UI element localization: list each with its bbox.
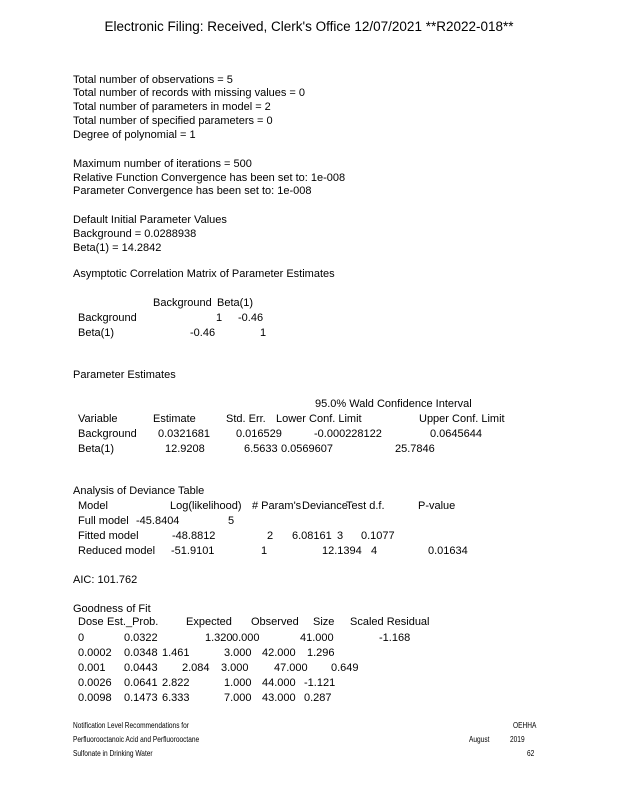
estimate-lower: -0.000228122 [314, 428, 382, 440]
deviance-value: 6.08161 [292, 530, 332, 542]
gof-residual: 1.296 [307, 647, 335, 659]
deviance-loglik: -51.9101 [171, 545, 215, 557]
aic-value: AIC: 101.762 [73, 574, 138, 586]
deviance-model: Reduced model [78, 545, 156, 557]
col-pvalue: P-value [418, 500, 456, 512]
col-size: Size [313, 616, 335, 628]
estimate-upper: 25.7846 [395, 443, 435, 455]
deviance-pvalue: 0.01634 [428, 545, 468, 557]
gof-dose: 0.001 [78, 662, 106, 674]
col-expected: Expected [186, 616, 232, 628]
deviance-params: 2 [267, 530, 274, 542]
correlation-row-label: Beta(1) [78, 327, 115, 339]
parameter-convergence: Parameter Convergence has been set to: 1e-008 [73, 185, 312, 197]
col-scaled-residual: Scaled Residual [350, 616, 430, 628]
col-deviance: Deviance [302, 500, 348, 512]
correlation-cell: 1 [260, 327, 267, 339]
estimates-title: Parameter Estimates [73, 369, 176, 381]
correlation-col-background: Background [153, 297, 212, 309]
gof-size: 44.000 [262, 677, 296, 689]
footer-line-1: Notification Level Recommendations for [73, 721, 189, 730]
correlation-col-beta: Beta(1) [217, 297, 254, 309]
col-model: Model [78, 500, 108, 512]
estimate-value: 0.0321681 [158, 428, 210, 440]
max-iterations: Maximum number of iterations = 500 [73, 158, 252, 170]
gof-expected: 1.461 [162, 647, 190, 659]
deviance-params: 1 [261, 545, 268, 557]
estimate-variable: Background [78, 428, 137, 440]
gof-expected: 6.333 [162, 692, 190, 704]
relative-convergence: Relative Function Convergence has been set to: 1e-008 [73, 172, 346, 184]
gof-observed: 0.000 [232, 632, 260, 644]
gof-prob: 0.0348 [124, 647, 158, 659]
gof-prob: 0.0641 [124, 677, 158, 689]
correlation-cell: -0.46 [238, 312, 264, 324]
gof-observed: 3.000 [224, 647, 252, 659]
gof-size: 42.000 [262, 647, 296, 659]
summary-missing: Total number of records with missing values = 0 [73, 87, 306, 99]
col-stderr: Std. Err. [226, 413, 266, 425]
gof-observed: 3.000 [221, 662, 249, 674]
estimate-value: 12.9208 [165, 443, 205, 455]
deviance-params: 5 [228, 515, 235, 527]
estimate-variable: Beta(1) [78, 443, 115, 455]
summary-observations: Total number of observations = 5 [73, 74, 233, 86]
gof-prob: 0.0443 [124, 662, 158, 674]
gof-expected: 2.084 [182, 662, 210, 674]
col-loglik: Log(likelihood) [170, 500, 242, 512]
filing-header: Electronic Filing: Received, Clerk's Office 12/07/2021 **R2022-018** [104, 19, 514, 34]
initial-beta: Beta(1) = 14.2842 [73, 242, 162, 254]
deviance-test-df: 4 [371, 545, 378, 557]
ci-header: 95.0% Wald Confidence Interval [315, 398, 472, 410]
deviance-model: Full model [78, 515, 129, 527]
deviance-model: Fitted model [78, 530, 139, 542]
deviance-value: 12.1394 [322, 545, 362, 557]
gof-dose: 0.0026 [78, 677, 112, 689]
correlation-title: Asymptotic Correlation Matrix of Parameter Estimates [73, 268, 335, 280]
gof-observed: 1.000 [224, 677, 252, 689]
summary-degree: Degree of polynomial = 1 [73, 129, 196, 141]
gof-dose: 0.0098 [78, 692, 112, 704]
col-test-df: Test d.f. [346, 500, 385, 512]
gof-residual: 0.649 [331, 662, 359, 674]
estimate-stderr: 6.5633 [244, 443, 278, 455]
deviance-title: Analysis of Deviance Table [73, 485, 205, 497]
col-params: # Param's [252, 500, 302, 512]
footer-page-number: 62 [527, 749, 535, 758]
estimate-upper: 0.0645644 [430, 428, 482, 440]
deviance-loglik: -45.8404 [136, 515, 180, 527]
goodness-title: Goodness of Fit [73, 603, 151, 615]
footer-month: August [469, 735, 490, 744]
gof-size: 47.000 [274, 662, 308, 674]
gof-dose: 0 [78, 632, 85, 644]
footer-year: 2019 [510, 735, 525, 744]
summary-specified-params: Total number of specified parameters = 0 [73, 115, 273, 127]
gof-expected: 1.320 [205, 632, 233, 644]
deviance-loglik: -48.8812 [172, 530, 216, 542]
col-estimate: Estimate [153, 413, 196, 425]
estimate-stderr: 0.016529 [236, 428, 282, 440]
col-lower-limit: Lower Conf. Limit [276, 413, 362, 425]
gof-size: 41.000 [300, 632, 334, 644]
gof-residual: 0.287 [304, 692, 332, 704]
footer-line-2: Perfluorooctanoic Acid and Perfluorooctane [73, 735, 200, 744]
col-variable: Variable [78, 413, 118, 425]
initial-values-title: Default Initial Parameter Values [73, 214, 227, 226]
gof-size: 43.000 [262, 692, 296, 704]
summary-params-in-model: Total number of parameters in model = 2 [73, 101, 271, 113]
col-upper-limit: Upper Conf. Limit [419, 413, 505, 425]
footer-line-3: Sulfonate in Drinking Water [73, 749, 153, 758]
col-observed: Observed [251, 616, 299, 628]
gof-residual: -1.121 [304, 677, 336, 689]
gof-dose: 0.0002 [78, 647, 112, 659]
correlation-row-label: Background [78, 312, 137, 324]
deviance-test-df: 3 [337, 530, 344, 542]
correlation-cell: 1 [216, 312, 223, 324]
gof-prob: 0.0322 [124, 632, 158, 644]
gof-prob: 0.1473 [124, 692, 158, 704]
gof-observed: 7.000 [224, 692, 252, 704]
gof-residual: -1.168 [379, 632, 411, 644]
correlation-cell: -0.46 [190, 327, 216, 339]
deviance-pvalue: 0.1077 [361, 530, 395, 542]
col-dose: Dose [78, 616, 104, 628]
footer-agency: OEHHA [513, 721, 537, 730]
estimate-lower: 0.0569607 [281, 443, 333, 455]
initial-background: Background = 0.0288938 [73, 228, 197, 240]
col-est-prob: Est._Prob. [107, 616, 159, 628]
gof-expected: 2.822 [162, 677, 190, 689]
